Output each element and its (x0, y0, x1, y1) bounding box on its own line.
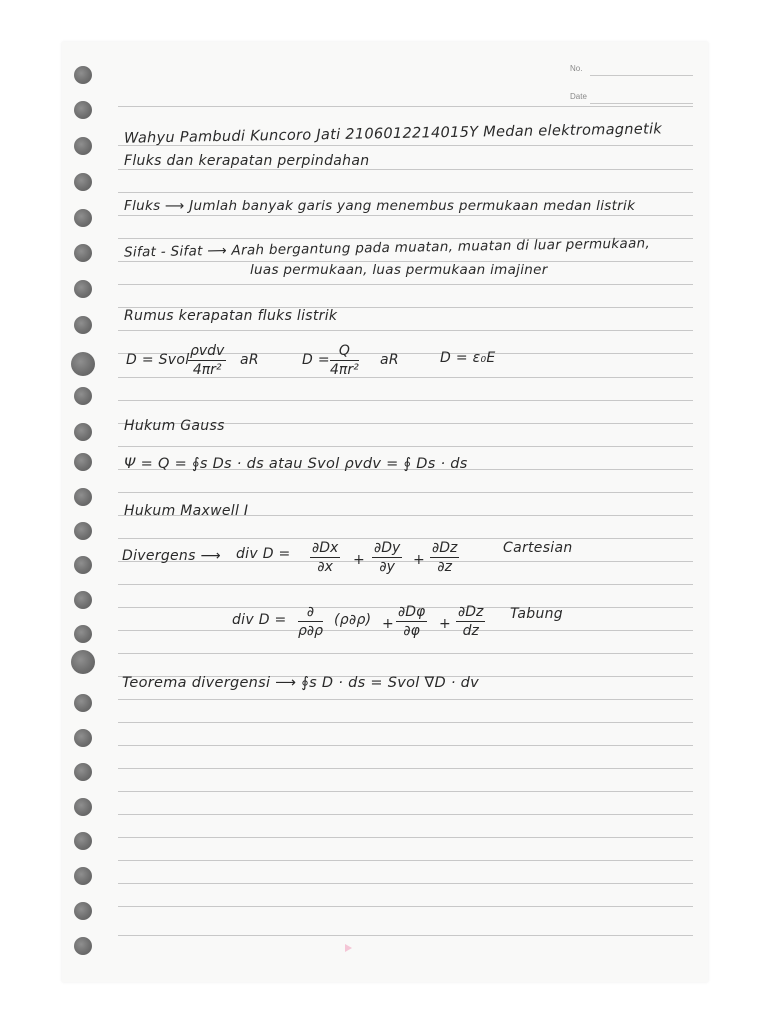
binder-hole (74, 316, 92, 334)
no-label: No. (570, 64, 583, 73)
binder-hole (74, 867, 92, 885)
cartesian-term-x-num: ∂Dx (312, 540, 339, 556)
cylindrical-lhs: div D = (232, 612, 287, 628)
binder-hole (71, 650, 95, 674)
d1-numerator: ρvdv (190, 343, 225, 359)
cylindrical-name: Tabung (510, 606, 563, 622)
cartesian-name: Cartesian (503, 540, 573, 556)
cylindrical-term-rho-num: ∂ (298, 604, 323, 622)
rumus-title: Rumus kerapatan fluks listrik (124, 308, 338, 324)
no-line (590, 75, 693, 76)
gauss-equation: Ψ = Q = ∮s Ds · ds atau Svol ρvdv = ∮ Ds · ds (124, 456, 468, 472)
d2-numerator: Q (330, 343, 359, 361)
plus-sign: + (353, 552, 366, 568)
binder-hole (74, 522, 92, 540)
date-label: Date (570, 92, 587, 101)
cartesian-term-y (372, 540, 402, 575)
binder-hole (74, 902, 92, 920)
binder-hole (74, 488, 92, 506)
plus-sign: + (413, 552, 426, 568)
hukum-maxwell: Hukum Maxwell I (124, 503, 249, 519)
binder-hole (74, 423, 92, 441)
binder-hole (74, 101, 92, 119)
cartesian-lhs: div D = (236, 546, 291, 562)
binder-hole (74, 832, 92, 850)
cylindrical-term-phi-den: ∂φ (403, 623, 420, 639)
d2-fraction (330, 343, 359, 378)
cartesian-term-z-num: ∂Dz (432, 540, 458, 556)
plus-sign: + (382, 616, 395, 632)
cylindrical-term-rho-tail: (ρ∂ρ) (334, 612, 372, 628)
sifat-line-2: luas permukaan, luas permukaan imajiner (250, 262, 548, 278)
binder-hole (74, 453, 92, 471)
binder-hole (74, 625, 92, 643)
plus-sign: + (439, 616, 452, 632)
cartesian-term-y-num: ∂Dy (374, 540, 401, 556)
cylindrical-term-phi (396, 604, 427, 639)
d1-right: aR (240, 352, 259, 368)
cylindrical-term-rho (298, 604, 323, 639)
d3-formula: D = ε₀E (440, 350, 496, 366)
binder-holes (70, 0, 96, 1024)
binder-hole (74, 173, 92, 191)
teorema-divergensi: Teorema divergensi ⟶ ∮s D · ds = Svol ∇D · dv (122, 675, 480, 691)
binder-hole (74, 387, 92, 405)
binder-hole (74, 66, 92, 84)
d2-denominator: 4πr² (330, 362, 359, 378)
binder-hole (74, 244, 92, 262)
cylindrical-term-z-num: ∂Dz (458, 604, 484, 620)
cylindrical-term-z-den: dz (462, 623, 479, 639)
d2-right: aR (380, 352, 399, 368)
cartesian-term-y-den: ∂y (379, 559, 395, 575)
binder-hole (74, 937, 92, 955)
cylindrical-term-z (456, 604, 485, 639)
cartesian-term-z-den: ∂z (437, 559, 452, 575)
binder-hole (74, 280, 92, 298)
d1-left: D = Svol (126, 352, 190, 368)
binder-hole (74, 209, 92, 227)
divergens-label: Divergens ⟶ (122, 548, 221, 564)
date-line (590, 103, 693, 104)
cartesian-term-x-den: ∂x (317, 559, 333, 575)
cartesian-term-z (430, 540, 459, 575)
binder-hole (74, 763, 92, 781)
pink-mark (345, 944, 352, 952)
author-line: Wahyu Pambudi Kuncoro Jati 2106012214015Y Medan elektromagnetik (123, 121, 663, 147)
fluks-definition: Fluks ⟶ Jumlah banyak garis yang menembus permukaan medan listrik (124, 198, 636, 214)
subtitle-line: Fluks dan kerapatan perpindahan (124, 153, 370, 169)
binder-hole (74, 137, 92, 155)
cartesian-term-x (310, 540, 340, 575)
binder-hole (71, 352, 95, 376)
binder-hole (74, 556, 92, 574)
d1-denominator: 4πr² (192, 362, 222, 378)
d2-left: D = (302, 352, 330, 368)
cylindrical-term-phi-num: ∂Dφ (398, 604, 426, 620)
cylindrical-term-rho-den: ρ∂ρ (298, 623, 324, 639)
binder-hole (74, 729, 92, 747)
binder-hole (74, 798, 92, 816)
hukum-gauss: Hukum Gauss (124, 418, 225, 434)
sifat-line-1: Sifat - Sifat ⟶ Arah bergantung pada muatan, muatan di luar permukaan, (123, 235, 651, 261)
binder-hole (74, 591, 92, 609)
d1-fraction (188, 343, 226, 378)
binder-hole (74, 694, 92, 712)
